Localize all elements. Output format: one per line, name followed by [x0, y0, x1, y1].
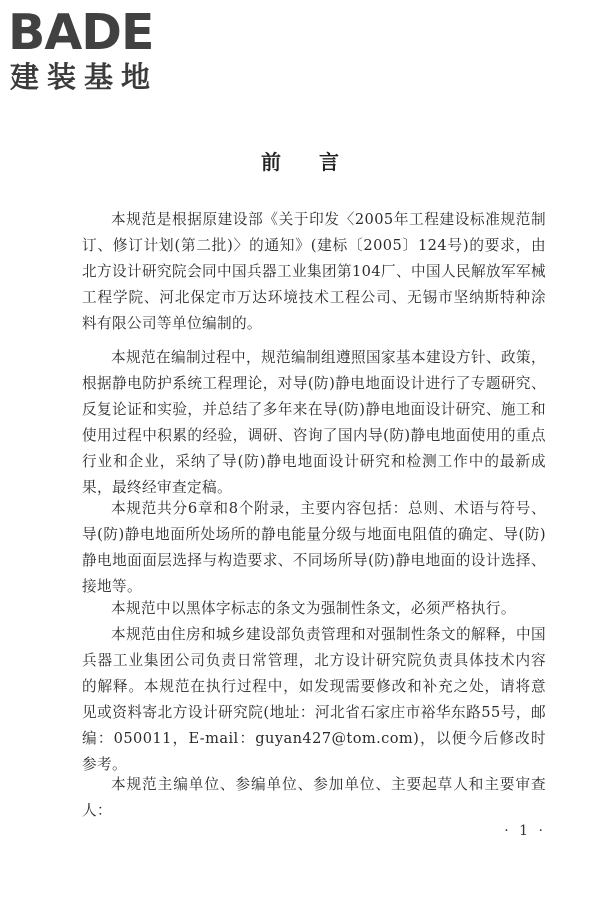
paragraph-2: 本规范在编制过程中，规范编制组遵照国家基本建设方针、政策，根据静电防护系统工程理论，对导(防)静电地面设计进行了专题研究、反复论证和实验，并总结了多年来在导(防)静电地面设计研究、施工和使用过程中积累的经验，调研、咨询了国内导(防)静电地面使用的重点行业和企业，采纳了导(防)静电地面设计研究和检测工作中的最新成果，最终经审查定稿。 [82, 349, 546, 496]
paragraph-6: 本规范主编单位、参编单位、参加单位、主要起草人和主要审查人： [82, 776, 546, 819]
bade-logo-mark [8, 2, 178, 54]
paragraph-3: 本规范共分6章和8个附录，主要内容包括：总则、术语与符号、导(防)静电地面所处场所的静电能量分级与地面电阻值的确定、导(防)静电地面面层选择与构造要求、不同场所导(防)静电地面的设计选择、接地等。 [82, 500, 546, 595]
paragraph-1: 本规范是根据原建设部《关于印发〈2005年工程建设标准规范制订、修订计划(第二批)〉的通知》(建标〔2005〕124号)的要求，由北方设计研究院会同中国兵器工业集团第104厂、中国人民解放军军械工程学院、河北保定市万达环境技术工程公司、无锡市坚纳斯特种涂料有限公司等单位编制的。 [82, 211, 546, 332]
bade-logo [8, 2, 178, 94]
paragraph-4: 本规范中以黑体字标志的条文为强制性条文，必须严格执行。 [111, 600, 516, 617]
logo-mark-text: BADE [8, 4, 154, 54]
logo-subtitle: 建装基地 [10, 60, 159, 94]
page-number: · 1 · [504, 823, 546, 839]
page-title: 前言 [261, 150, 377, 174]
paragraph-5: 本规范由住房和城乡建设部负责管理和对强制性条文的解释，中国兵器工业集团公司负责日常管理，北方设计研究院负责具体技术内容的解释。本规范在执行过程中，如发现需要修改和补充之处，请将意见或资料寄北方设计研究院(地址：河北省石家庄市裕华东路55号，邮编：050011，E-mail：guyan427@tom.com)，以便今后修改时参考。 [82, 626, 546, 773]
